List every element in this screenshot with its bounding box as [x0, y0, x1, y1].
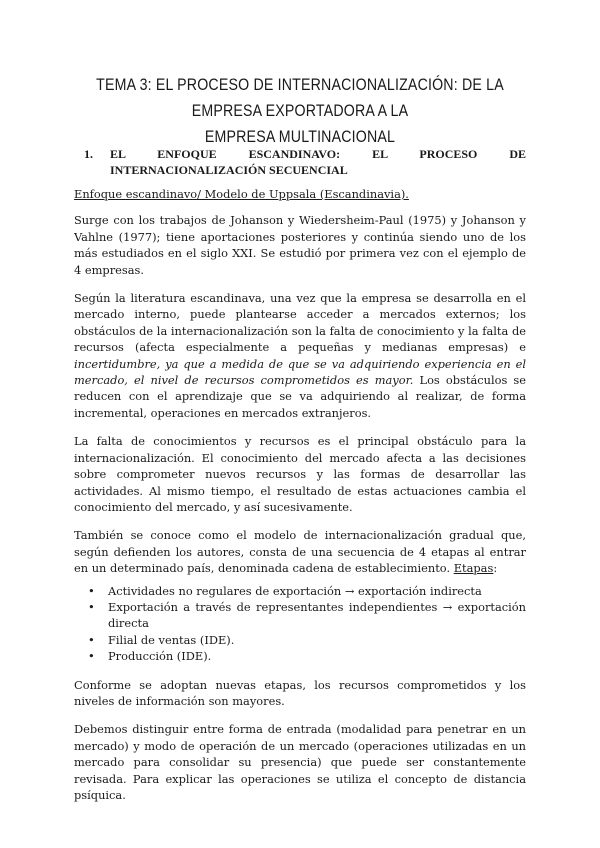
subheading: Enfoque escandinavo/ Modelo de Uppsala (Escandinavia).: [74, 187, 409, 201]
title-line-1: TEMA 3: EL PROCESO DE INTERNACIONALIZACIÓN: DE LA EMPRESA EXPORTADORA A LA: [96, 76, 504, 120]
stage-item-4: • Producción (IDE).: [74, 648, 526, 664]
stage-item-2: • Exportación a través de representantes independientes → exportación directa: [74, 599, 526, 632]
paragraph-4-text: También se conoce como el modelo de internacionalización gradual que, según defienden los autores, consta de una secuencia de 4 etapas al entrar en un determinado país, denominada cadena de establecimiento.: [74, 528, 526, 576]
paragraph-5: Conforme se adoptan nuevas etapas, los recursos comprometidos y los niveles de información son mayores.: [74, 677, 526, 708]
stage-item-1: • Actividades no regulares de exportación → exportación indirecta: [74, 583, 526, 599]
paragraph-2-italic: incertidumbre, ya que a medida de que se va adquiriendo experiencia en el mercado, el nivel de recursos comprometidos es mayor.: [74, 356, 526, 388]
paragraph-2: [74, 290, 526, 421]
stage-item-3: • Filial de ventas (IDE).: [74, 632, 526, 648]
stages-list: [74, 583, 526, 665]
paragraph-4: [74, 527, 526, 576]
paragraph-2-end: Los obstáculos se reducen con el aprendizaje que se va adquiriendo al realizar, de forma incremental, operaciones en mercados extranjeros.: [74, 373, 526, 420]
section-heading-line-2: INTERNACIONALIZACIÓN SECUENCIAL: [110, 163, 348, 177]
paragraph-3: La falta de conocimientos y recursos es el principal obstáculo para la internacionalización. El conocimiento del mercado afecta a las decisiones sobre comprometer nuevos recursos y las formas de desarrollar las actividades. Al mismo tiempo, el resultado de estas actuaciones cambia el conocimiento del mercado, y así sucesivamente.: [74, 434, 526, 514]
section-heading-line-1: EL ENFOQUE ESCANDINAVO: EL PROCESO DE: [110, 147, 526, 161]
etapas-colon: :: [493, 561, 498, 576]
paragraph-6: Debemos distinguir entre forma de entrada (modalidad para penetrar en un mercado) y modo de operación de un mercado (operaciones utilizadas en un mercado para consolidar su presencia) que puede ser constantemente revisada. Para explicar las operaciones se utiliza el concepto de distancia psíquica.: [74, 722, 526, 802]
section-number: 1.: [84, 147, 93, 161]
paragraph-1: Surge con los trabajos de Johanson y Wiedersheim-Paul (1975) y Johanson y Vahlne (1977); tiene aportaciones posteriores y continúa siendo uno de los más estudiados en el siglo XXI. Se estudió por primera vez con el ejemplo de 4 empresas.: [74, 213, 526, 277]
document-body: [74, 186, 526, 815]
title-line-2: EMPRESA MULTINACIONAL: [204, 128, 396, 146]
document-title: [94, 72, 507, 150]
etapas-label: Etapas: [453, 561, 494, 576]
paragraph-2-start: Según la literatura escandinava, una vez que la empresa se desarrolla en el mercado interno, puede plantearse acceder a mercados externos; los obstáculos de la internacionalización son la falta de conocimiento y la falta de recursos (afecta especialmente a pequeñas y medianas empresas) e: [74, 291, 526, 355]
section-heading: [84, 146, 526, 178]
